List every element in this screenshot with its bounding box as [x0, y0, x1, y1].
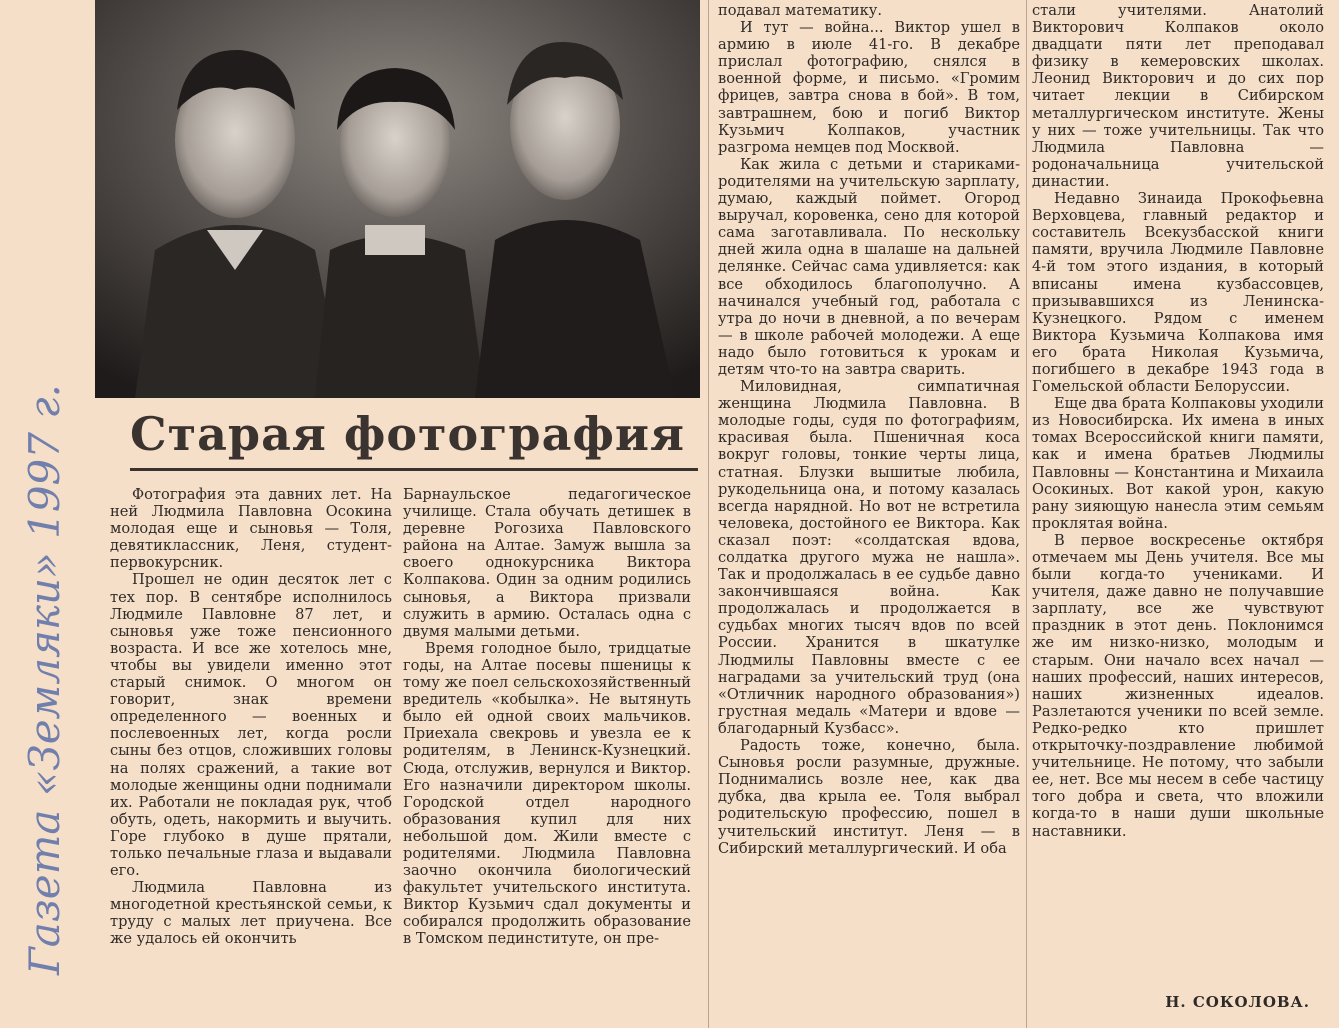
article-column-3 [718, 2, 1020, 1026]
column-divider [708, 0, 709, 1028]
paragraph: Барнаульское педагогическое училище. Стала обучать детишек в деревне Рогозиха Павловского района на Алтае. Замуж вышла за своего однокурсника Виктора Колпакова. Один за одним родились сыновья, а Виктора призвали служить в армию. Осталась одна с двумя малыми детьми. [403, 486, 691, 640]
paragraph: Как жила с детьми и стариками-родителями на учительскую зарплату, думаю, каждый поймет. Огород выручал, коровенка, сено для которой сама заготавливала. По нескольку дней жила одна в шалаше на дальней делянке. Сейчас сама удивляется: как все обходилось благополучно. А начинался учебный год, работала с утра до ночи в дневной, а по вечерам — в школе рабочей молодежи. А еще надо было готовиться к урокам и детям что-то на завтра сварить. [718, 155, 1020, 378]
column-divider [1026, 0, 1027, 1028]
paragraph: Фотография эта давних лет. На ней Людмила Павловна Осокина молодая еще и сыновья — Толя, девятиклассник, Леня, студент-первокурсник. [110, 486, 392, 572]
paragraph: Прошел не один десяток лет с тех пор. В сентябре исполнилось Людмиле Павловне 87 лет, и сыновья уже тоже пенсионного возраста. И все же хотелось мне, чтобы вы увидели именно этот старый снимок. О многом он говорит, знак времени определенного — военных и послевоенных лет, когда росли сыны без отцов, сложивших головы на полях сражений, а такие вот молодые женщины одни поднимали их. Работали не покладая рук, чтоб обуть, одеть, накормить и выучить. Горе глубоко в душе прятали, только печальные глаза и выдавали его. [110, 571, 392, 880]
paragraph: И тут — война... Виктор ушел в армию в июле 41-го. В декабре прислал фотографию, снялся в военной форме, и письмо. «Громим фрицев, завтра снова в бой». В том, завтрашнем, бою и погиб Виктор Кузьмич Колпаков, участник разгрома немцев под Москвой. [718, 19, 1020, 156]
paragraph: подавал математику. [718, 2, 882, 19]
paragraph: Миловидная, симпатичная женщина Людмила Павловна. В молодые годы, судя по фотографиям, красивая была. Пшеничная коса вокруг головы, тонкие черты лица, статная. Блузки вышитые любила, рукодельница она, и потому казалась всегда нарядной. Но вот не встретила человека, достойного ее Виктора. Как сказал поэт: «солдатская вдова, солдатка другого мужа не нашла». Так и продолжалась в ее судьбе давно закончившаяся война. Как продолжалась и продолжается в судьбах многих тысяч вдов по всей России. Хранится в шкатулке Людмилы Павловны вместе с ее наградами за учительский труд (она «Отличник народного образования») грустная медаль «Матери и вдове — благодарный Кузбасс». [718, 378, 1020, 737]
paragraph: Недавно Зинаида Прокофьевна Верховцева, главный редактор и составитель Всекузбасской книги памяти, вручила Людмиле Павловне 4-й том этого издания, в который вписаны имена кузбассовцев, призывавшихся из Ленинска-Кузнецкого. Рядом с именем Виктора Кузьмича Колпакова имя его брата Николая Кузьмича, погибшего в декабре 1943 года в Гомельской области Белоруссии. [1032, 190, 1324, 396]
paragraph: Время голодное было, тридцатые годы, на Алтае посевы пшеницы к тому же поел сельскохозяйственный вредитель «кобылка». Не вытянуть было ей одной своих мальчиков. Приехала свекровь и увезла ее к родителям, в Ленинск-Кузнецкий. Сюда, отслужив, вернулся и Виктор. Его назначили директором школы. Городской отдел народного образования купил для них небольшой дом. Жили вместе с родителями. Людмила Павловна заочно окончила биологический факультет учительского института. Виктор Кузьмич сдал документы и собирался продолжить образование в Томском пединституте, он пре- [403, 639, 691, 948]
article-headline: Старая фотография [130, 407, 685, 461]
headline-rule [130, 468, 698, 471]
old-photograph [95, 0, 700, 398]
article-column-4 [1032, 2, 1324, 972]
article-column-1 [110, 486, 392, 1026]
paragraph: Еще два брата Колпаковы уходили из Новосибирска. Их имена в иных томах Всероссийской книги памяти, как и имена братьев Людмилы Павловны — Константина и Михаила Осокиных. Вот какой урон, какую рану зияющую нанесла этим семьям проклятая война. [1032, 395, 1324, 532]
paragraph: стали учителями. Анатолий Викторович Колпаков около двадцати пяти лет преподавал физику в кемеровских школах. Леонид Викторович и до сих пор читает лекции в Сибирском металлургическом институте. Жены у них — тоже учительницы. Так что Людмила Павловна — родоначальница учительской династии. [1032, 2, 1324, 190]
paragraph: В первое воскресенье октября отмечаем мы День учителя. Все мы были когда-то учениками. И учителя, даже давно не получавшие зарплату, все же чувствуют праздник в этот день. Поклонимся же им низко-низко, молодым и старым. Они начало всех начал — наших профессий, наших интересов, наших жизненных идеалов. Разлетаются ученики по всей земле. Редко-редко кто пришлет открыточку-поздравление любимой учительнице. Не потому, что забыли ее, нет. Все мы несем в себе частицу того добра и света, что вложили когда-то в наши души школьные наставники. [1032, 531, 1324, 840]
handwritten-note-text: Газета «Земляки» 1997 г. [20, 384, 69, 975]
article-column-2 [403, 486, 691, 1026]
author-signature: Н. СОКОЛОВА. [1165, 993, 1310, 1011]
paragraph: Людмила Павловна из многодетной крестьянской семьи, к труду с малых лет приучена. Все же удалось ей окончить [110, 879, 392, 948]
paragraph: Радость тоже, конечно, была. Сыновья росли разумные, дружные. Поднимались возле нее, как два дубка, два крыла ее. Толя выбрал родительскую профессию, пошел в учительский институт. Леня — в Сибирский металлургический. И оба [718, 737, 1020, 857]
handwritten-note [4, 340, 94, 980]
